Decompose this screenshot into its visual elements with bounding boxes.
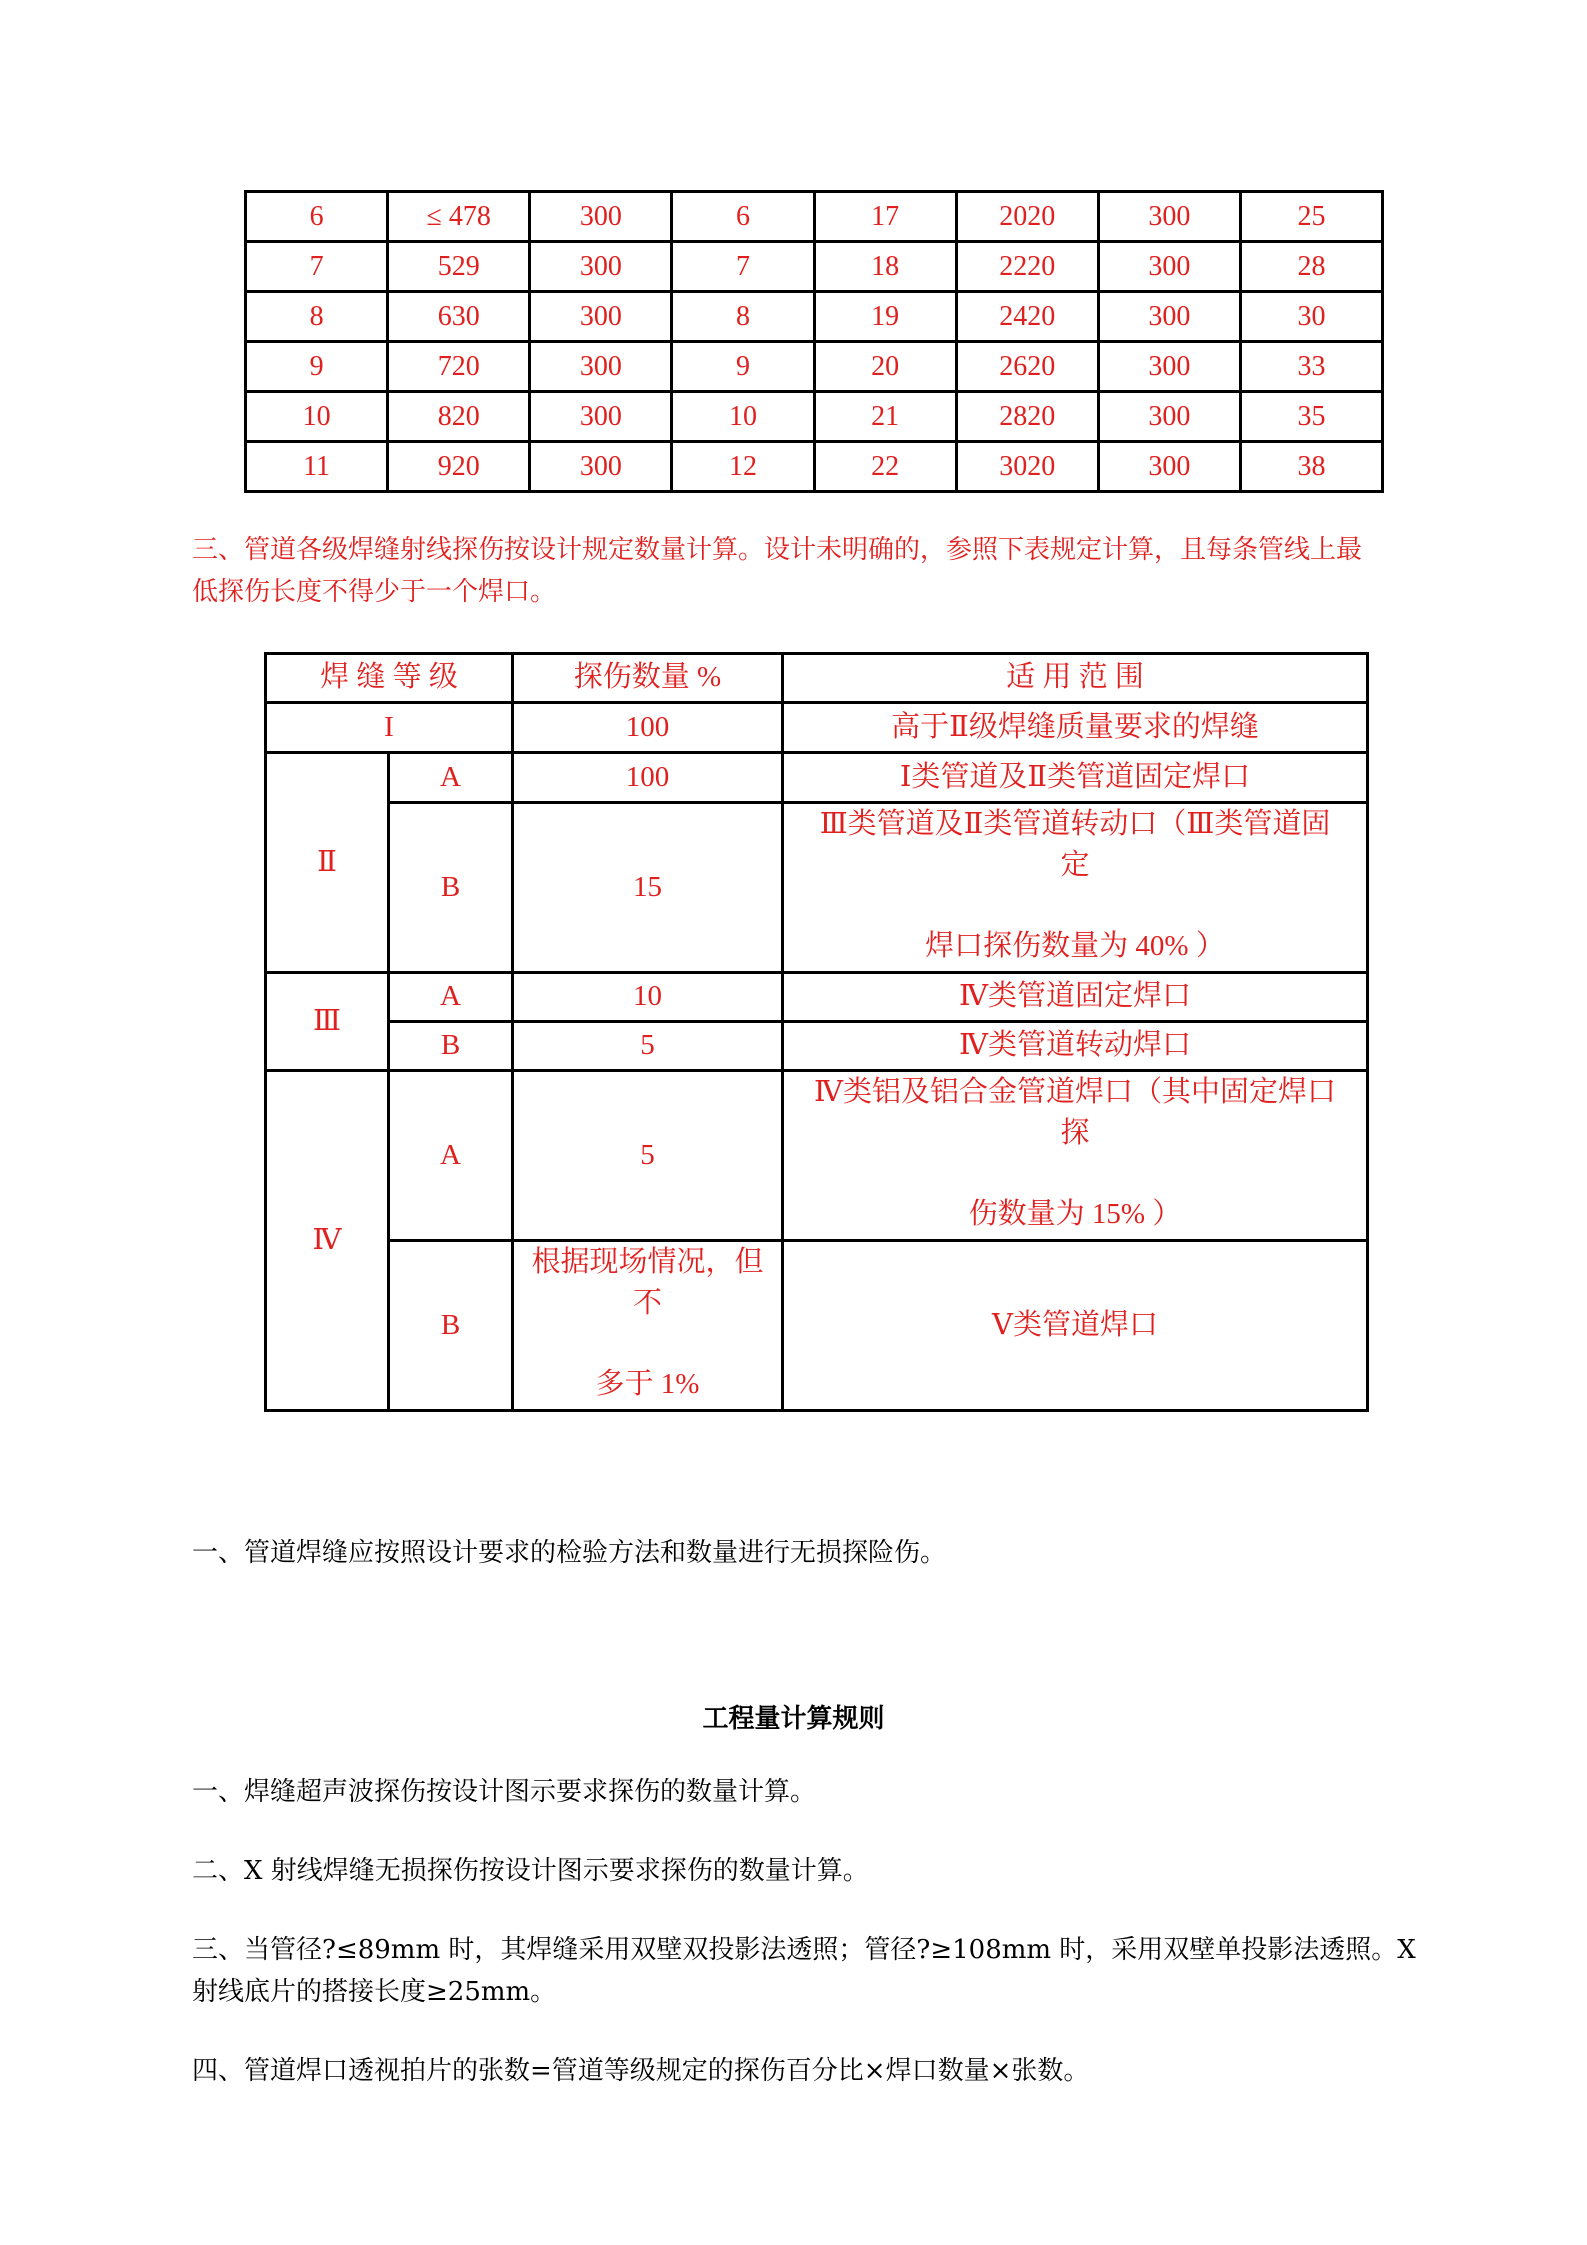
table-cell: 300 (1098, 292, 1240, 342)
table-row (266, 753, 1368, 803)
radiographic-inspection-note (192, 529, 1442, 613)
scope-cell: Ⅳ类管道固定焊口 (783, 973, 1368, 1022)
table-row (266, 803, 1368, 973)
sub-grade-cell: B (389, 1022, 513, 1071)
table-cell: ≤ 478 (388, 192, 530, 242)
quantity-cell: 5 (513, 1071, 783, 1241)
table-cell: 2820 (956, 392, 1098, 442)
table-row (246, 392, 1383, 442)
note-line-1: 三、管道各级焊缝射线探伤按设计规定数量计算。设计未明确的，参照下表规定计算，且每条管线上最 (192, 535, 1363, 565)
sub-grade-cell: A (389, 1071, 513, 1241)
grade-cell: Ⅳ (266, 1071, 389, 1411)
grade-cell: Ⅱ (266, 753, 389, 973)
table-cell: 28 (1240, 242, 1382, 292)
section-heading: 工程量计算规则 (702, 1704, 885, 1734)
scope-line: 探 (1060, 1117, 1090, 1150)
table-cell: 9 (246, 342, 388, 392)
sub-grade-cell: A (389, 973, 513, 1022)
table-row (266, 973, 1368, 1022)
quantity-cell: 15 (513, 803, 783, 973)
table-cell: 2020 (956, 192, 1098, 242)
table-cell: 2420 (956, 292, 1098, 342)
table-cell: 300 (530, 342, 672, 392)
scope-cell: Ⅳ类管道转动焊口 (783, 1022, 1368, 1071)
table-cell: 2220 (956, 242, 1098, 292)
scope-line: 定 (1060, 849, 1090, 882)
table-cell: 10 (672, 392, 814, 442)
grade-cell: Ⅲ (266, 973, 389, 1071)
table-cell: 300 (1098, 442, 1240, 492)
table-cell: 21 (814, 392, 956, 442)
table-cell: 8 (246, 292, 388, 342)
rule-3-line-2: 射线底片的搭接长度≥25mm。 (192, 1977, 557, 2007)
table-cell: 9 (672, 342, 814, 392)
scope-cell: 高于Ⅱ级焊缝质量要求的焊缝 (783, 703, 1368, 753)
table-cell: 17 (814, 192, 956, 242)
scope-line: 伤数量为 15% ） (968, 1198, 1182, 1231)
pipe-spec-table (244, 190, 1384, 493)
table-cell: 20 (814, 342, 956, 392)
table-cell: 7 (246, 242, 388, 292)
quantity-line: 根据现场情况，但 (531, 1246, 764, 1278)
table-header-row (266, 654, 1368, 703)
table-cell: 30 (1240, 292, 1382, 342)
table-cell: 300 (530, 442, 672, 492)
scope-cell: Ⅴ类管道焊口 (783, 1241, 1368, 1411)
rule-1: 一、焊缝超声波探伤按设计图示要求探伤的数量计算。 (192, 1777, 817, 1807)
table-row (266, 703, 1368, 753)
table-cell: 38 (1240, 442, 1382, 492)
table-cell: 300 (530, 192, 672, 242)
ndt-requirement-paragraph: 一、管道焊缝应按照设计要求的检验方法和数量进行无损探险伤。 (192, 1538, 947, 1568)
table-row (246, 192, 1383, 242)
table-row (266, 1071, 1368, 1241)
table-cell: 35 (1240, 392, 1382, 442)
table-cell: 6 (246, 192, 388, 242)
weld-grade-table (264, 652, 1369, 1412)
table-cell: 820 (388, 392, 530, 442)
table-cell: 300 (530, 292, 672, 342)
table-cell: 300 (1098, 242, 1240, 292)
table-cell: 12 (672, 442, 814, 492)
table-cell: 300 (530, 242, 672, 292)
rule-4: 四、管道焊口透视拍片的张数=管道等级规定的探伤百分比×焊口数量×张数。 (192, 2056, 1090, 2086)
table-row (246, 292, 1383, 342)
scope-line: Ⅲ类管道及Ⅱ类管道转动口（Ⅲ类管道固 (819, 808, 1331, 840)
header-inspection-quantity: 探伤数量 % (513, 654, 783, 703)
rule-3 (192, 1929, 1442, 2013)
grade-cell: I (266, 703, 513, 753)
table-cell: 25 (1240, 192, 1382, 242)
scope-line: 焊口探伤数量为 40% ） (925, 930, 1225, 963)
table-cell: 2620 (956, 342, 1098, 392)
table-cell: 300 (530, 392, 672, 442)
table-cell: 300 (1098, 392, 1240, 442)
table-cell: 8 (672, 292, 814, 342)
table-cell: 630 (388, 292, 530, 342)
table-row (266, 1022, 1368, 1071)
table-cell: 11 (246, 442, 388, 492)
quantity-cell: 100 (513, 703, 783, 753)
rule-2: 二、X 射线焊缝无损探伤按设计图示要求探伤的数量计算。 (192, 1856, 869, 1886)
scope-cell (783, 1071, 1368, 1241)
scope-cell: Ⅰ类管道及Ⅱ类管道固定焊口 (783, 753, 1368, 803)
note-line-2: 低探伤长度不得少于一个焊口。 (192, 577, 557, 607)
quantity-cell: 100 (513, 753, 783, 803)
sub-grade-cell: B (389, 803, 513, 973)
quantity-cell: 5 (513, 1022, 783, 1071)
sub-grade-cell: A (389, 753, 513, 803)
table-cell: 300 (1098, 192, 1240, 242)
table-cell: 3020 (956, 442, 1098, 492)
scope-cell (783, 803, 1368, 973)
table-row (246, 342, 1383, 392)
scope-line: Ⅳ类铝及铝合金管道焊口（其中固定焊口 (814, 1076, 1336, 1108)
table-cell: 300 (1098, 342, 1240, 392)
table-cell: 720 (388, 342, 530, 392)
sub-grade-cell: B (389, 1241, 513, 1411)
table-cell: 19 (814, 292, 956, 342)
header-scope: 适 用 范 围 (783, 654, 1368, 703)
table-row (266, 1241, 1368, 1411)
table-cell: 7 (672, 242, 814, 292)
table-cell: 33 (1240, 342, 1382, 392)
table-cell: 22 (814, 442, 956, 492)
quantity-cell (513, 1241, 783, 1411)
table-cell: 920 (388, 442, 530, 492)
header-weld-grade: 焊 缝 等 级 (266, 654, 513, 703)
table-row (246, 242, 1383, 292)
rule-3-line-1: 三、当管径?≤89mm 时，其焊缝采用双壁双投影法透照；管径?≥108mm 时，采用双壁单投影法透照。X (192, 1935, 1416, 1965)
table-cell: 10 (246, 392, 388, 442)
table-cell: 18 (814, 242, 956, 292)
pipe-spec-table-body (246, 192, 1383, 492)
quantity-line: 不 (633, 1287, 663, 1320)
table-cell: 529 (388, 242, 530, 292)
quantity-line: 多于 1% (595, 1368, 700, 1401)
table-cell: 6 (672, 192, 814, 242)
quantity-cell: 10 (513, 973, 783, 1022)
table-row (246, 442, 1383, 492)
